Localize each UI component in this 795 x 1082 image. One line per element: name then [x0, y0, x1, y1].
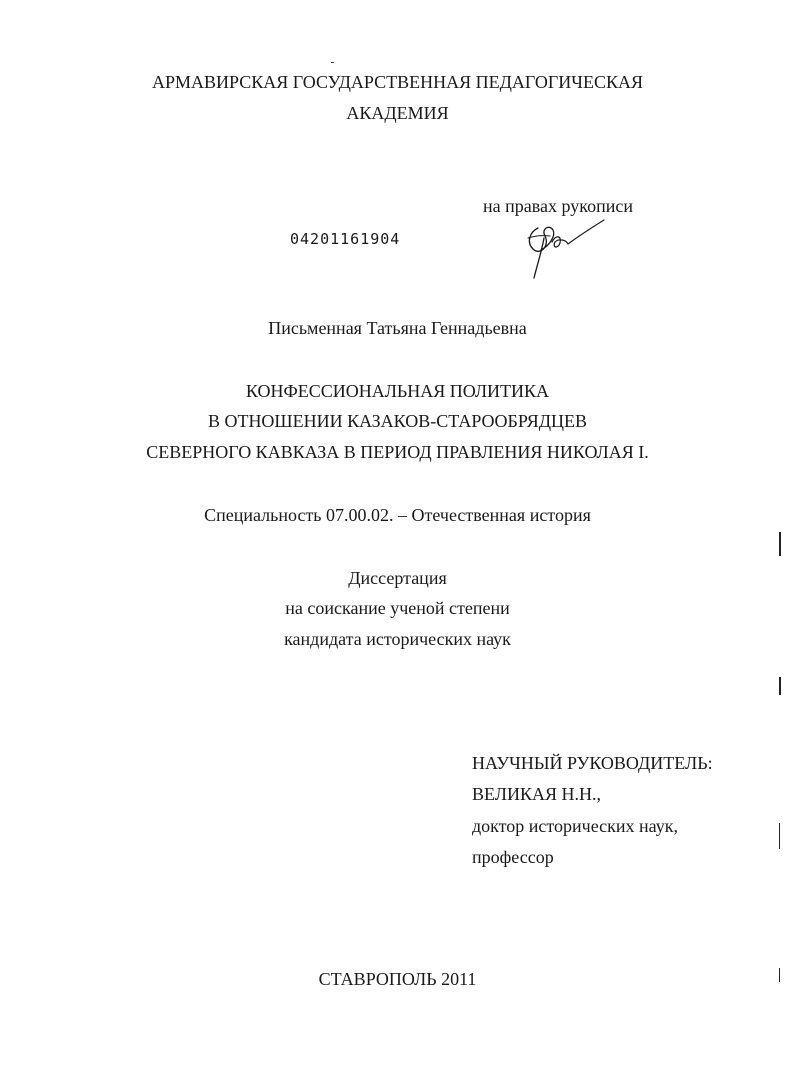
- institution-line-2: АКАДЕМИЯ: [346, 103, 449, 123]
- supervisor-degree: доктор исторических наук,: [472, 816, 678, 836]
- scan-speck: [331, 62, 334, 63]
- title-line-3: СЕВЕРНОГО КАВКАЗА В ПЕРИОД ПРАВЛЕНИЯ НИКОЛАЯ I.: [146, 442, 649, 462]
- author-name: Письменная Татьяна Геннадьевна: [268, 318, 527, 338]
- supervisor-heading: НАУЧНЫЙ РУКОВОДИТЕЛЬ:: [472, 753, 713, 773]
- supervisor-rank: профессор: [472, 847, 554, 867]
- title-line-2: В ОТНОШЕНИИ КАЗАКОВ-СТАРООБРЯДЦЕВ: [207, 411, 588, 431]
- specialty: Специальность 07.00.02. – Отечественная история: [204, 505, 591, 525]
- scan-edge-mark: [779, 677, 781, 695]
- institution-line-1: АРМАВИРСКАЯ ГОСУДАРСТВЕННАЯ ПЕДАГОГИЧЕСКАЯ: [152, 72, 643, 92]
- registration-number: 04201161904: [290, 230, 401, 248]
- degree-line-3: кандидата исторических наук: [284, 629, 511, 649]
- manuscript-note: на правах рукописи: [483, 196, 633, 216]
- supervisor-name: ВЕЛИКАЯ Н.Н.,: [472, 784, 601, 804]
- scan-edge-mark: [779, 823, 780, 849]
- scan-edge-mark: [779, 968, 780, 982]
- degree-line-2: на соискание ученой степени: [285, 598, 510, 618]
- place-year: СТАВРОПОЛЬ 2011: [318, 969, 477, 989]
- signature-icon: [516, 216, 608, 282]
- scan-edge-mark: [779, 532, 781, 556]
- degree-line-1: Диссертация: [348, 568, 447, 588]
- title-line-1: КОНФЕССИОНАЛЬНАЯ ПОЛИТИКА: [245, 381, 550, 401]
